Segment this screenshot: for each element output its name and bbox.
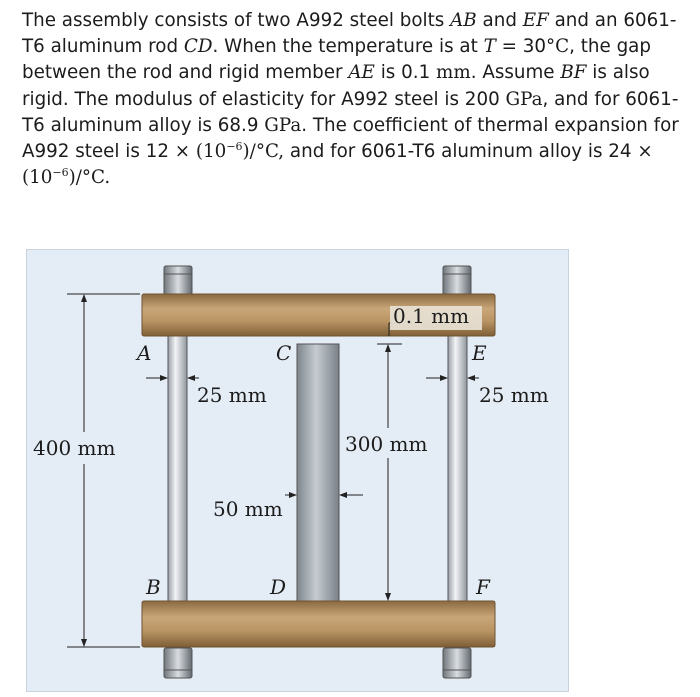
steel-coefficient: $(10^{-6})/^\circ C$,	[195, 139, 285, 163]
text-run: is also rigid. The modulus of elasticity for A992 steel is 200	[22, 62, 650, 110]
assembly-figure	[26, 249, 569, 692]
text-run: , and for 6061-T6 aluminum alloy is 68.9	[22, 88, 679, 136]
text-run: . The coefficient of thermal expansion for A992 steel is 12 ×	[22, 114, 679, 163]
text-run: The assembly consists of two A992 steel bolts	[22, 10, 451, 31]
point-label-a: A	[137, 341, 152, 365]
var-ef: EF	[522, 10, 549, 31]
temperature-value: = 30	[495, 36, 546, 58]
bolt-ab	[168, 336, 187, 601]
text-run: . Assume	[470, 62, 561, 84]
text-run: and for 6061-T6 aluminum alloy is 24 ×	[284, 141, 653, 163]
var-ab: AB	[450, 10, 477, 31]
label-rod-length: 300 mm	[345, 432, 428, 456]
top-right-nut	[443, 266, 471, 296]
label-overall-height: 400 mm	[33, 436, 116, 460]
dimension-overall-height	[67, 294, 140, 647]
var-bf: BF	[560, 62, 587, 84]
rigid-member-bf	[142, 601, 495, 647]
point-label-c: C	[276, 341, 292, 365]
unit-mm: mm	[436, 62, 471, 84]
unit-gpa: GPa	[505, 88, 543, 110]
unit-deg-c: °C	[546, 36, 570, 58]
bolt-ef	[448, 336, 467, 601]
top-left-nut	[164, 266, 192, 296]
label-bolt-ab-diameter: 25 mm	[197, 383, 267, 407]
var-t: T	[483, 36, 496, 58]
bottom-left-nut	[164, 648, 192, 678]
problem-statement	[22, 8, 690, 191]
label-rod-diameter: 50 mm	[213, 497, 283, 521]
point-label-e: E	[472, 341, 487, 365]
label-bolt-ef-diameter: 25 mm	[479, 383, 549, 407]
assembly-diagram	[27, 250, 568, 691]
aluminum-coefficient: $(10^{-6})/^\circ C$.	[22, 166, 111, 189]
label-gap: 0.1 mm	[393, 304, 470, 328]
text-run: , the gap between the rod and rigid member	[22, 36, 651, 84]
point-label-b: B	[146, 575, 161, 599]
var-ae: AE	[348, 62, 375, 84]
text-run: . When the temperature is at	[212, 36, 484, 58]
point-label-f: F	[476, 575, 490, 599]
dimension-rod-length	[377, 344, 402, 601]
bottom-right-nut	[443, 648, 471, 678]
rod-cd	[297, 344, 339, 601]
point-label-d: D	[270, 575, 287, 599]
text-run: and	[476, 10, 523, 31]
var-cd: CD	[183, 36, 213, 58]
text-run: and an 6061-T6 aluminum rod	[22, 10, 677, 58]
unit-gpa: GPa	[264, 114, 302, 136]
text-run: is 0.1	[374, 62, 437, 84]
